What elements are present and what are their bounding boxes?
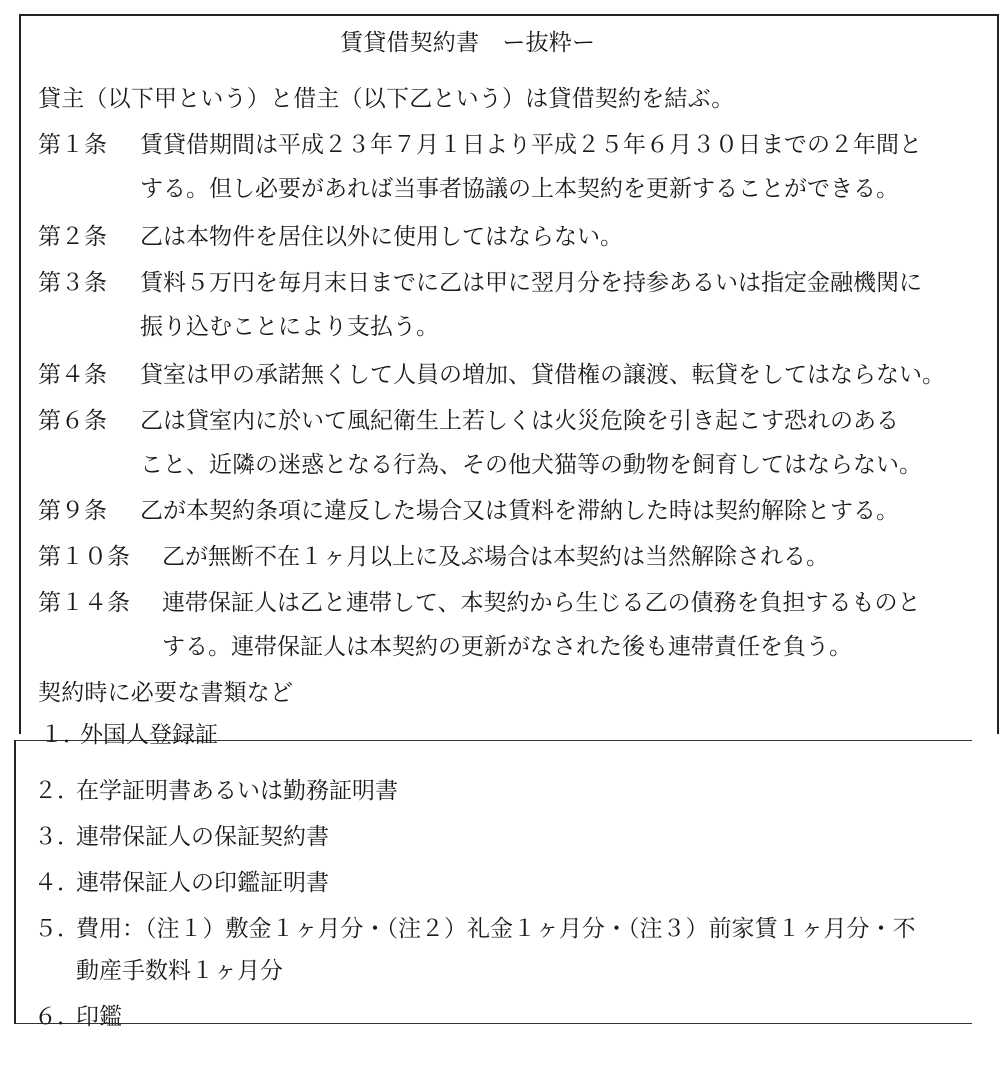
intro-paragraph: 貸主（以下甲という）と借主（以下乙という）は貸借契約を結ぶ。 bbox=[38, 86, 735, 112]
requirement-number: １． bbox=[40, 722, 86, 748]
article-text: 乙は本物件を居住以外に使用してはならない。 bbox=[140, 224, 623, 250]
article-label: 第９条 bbox=[38, 498, 107, 524]
article-label: 第２条 bbox=[38, 224, 107, 250]
requirement-text: 在学証明書あるいは勤務証明書 bbox=[76, 778, 398, 804]
article-text: 乙は貸室内に於いて風紀衛生上若しくは火災危険を引き起こす恐れのある bbox=[140, 408, 899, 434]
requirement-text: 連帯保証人の保証契約書 bbox=[76, 824, 329, 850]
requirement-number: ６． bbox=[34, 1004, 80, 1030]
article-text: する。連帯保証人は本契約の更新がなされた後も連帯責任を負う。 bbox=[162, 634, 852, 660]
article-text: 乙が本契約条項に違反した場合又は賃料を滞納した時は契約解除とする。 bbox=[140, 498, 899, 524]
requirement-text: 印鑑 bbox=[76, 1004, 122, 1030]
article-text: する。但し必要があれば当事者協議の上本契約を更新することができる。 bbox=[140, 176, 899, 202]
article-text: こと、近隣の迷惑となる行為、その他犬猫等の動物を飼育してはならない。 bbox=[140, 452, 922, 478]
requirement-number: ３． bbox=[34, 824, 80, 850]
requirements-heading: 契約時に必要な書類など bbox=[38, 680, 294, 706]
requirement-number: ２． bbox=[34, 778, 80, 804]
article-text: 連帯保証人は乙と連帯して、本契約から生じる乙の債務を負担するものと bbox=[162, 590, 921, 616]
requirement-text: 動産手数料１ヶ月分 bbox=[76, 958, 283, 984]
article-label: 第１条 bbox=[38, 132, 107, 158]
article-text: 賃料５万円を毎月末日までに乙は甲に翌月分を持参あるいは指定金融機関に bbox=[140, 270, 922, 296]
article-text: 貸室は甲の承諾無くして人員の増加、貸借権の譲渡、転貸をしてはならない。 bbox=[140, 362, 945, 388]
requirement-text: 連帯保証人の印鑑証明書 bbox=[76, 870, 329, 896]
requirement-number: ５． bbox=[34, 916, 80, 942]
requirement-text: 外国人登録証 bbox=[80, 722, 218, 748]
article-label: 第１４条 bbox=[38, 590, 130, 616]
document-title: 賃貸借契約書 ー抜粋ー bbox=[340, 30, 596, 56]
article-label: 第４条 bbox=[38, 362, 107, 388]
requirement-number: ４． bbox=[34, 870, 80, 896]
article-text: 乙が無断不在１ヶ月以上に及ぶ場合は本契約は当然解除される。 bbox=[162, 544, 829, 570]
article-label: 第６条 bbox=[38, 408, 107, 434]
article-label: 第３条 bbox=[38, 270, 107, 296]
requirement-text: 費用：（注１）敷金１ヶ月分・（注２）礼金１ヶ月分・（注３）前家賃１ヶ月分・不 bbox=[76, 916, 916, 942]
article-label: 第１０条 bbox=[38, 544, 130, 570]
article-text: 賃貸借期間は平成２３年７月１日より平成２５年６月３０日までの２年間と bbox=[140, 132, 922, 158]
article-text: 振り込むことにより支払う。 bbox=[140, 314, 439, 340]
